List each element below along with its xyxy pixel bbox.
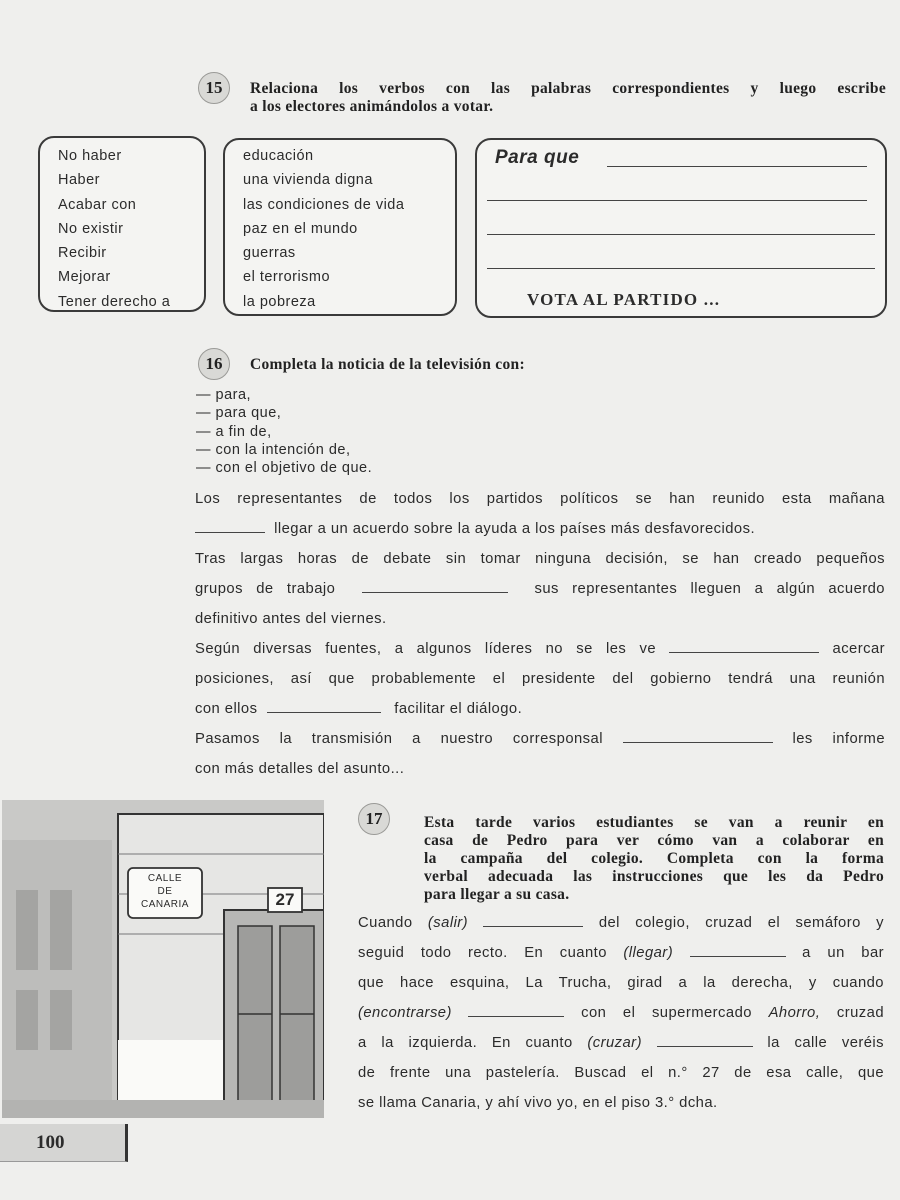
text: cruzad bbox=[836, 1005, 885, 1021]
illustration-drawing bbox=[2, 800, 324, 1118]
option-item: — para, bbox=[196, 387, 252, 403]
street-sign-line: DE bbox=[157, 886, 173, 897]
exercise-17-title-line: casa de Pedro para ver cómo van a colaborar en bbox=[424, 832, 884, 849]
gap-5[interactable] bbox=[623, 728, 773, 743]
verb-item: Acabar con bbox=[58, 196, 137, 213]
exercise-17-title-line: Esta tarde varios estudiantes se van a reunir en bbox=[424, 814, 884, 831]
text: con más detalles del asunto... bbox=[195, 761, 405, 777]
text: la calle veréis bbox=[767, 1035, 885, 1051]
text: Cuando bbox=[358, 915, 413, 931]
text: acercar bbox=[832, 641, 886, 657]
noun-item: una vivienda digna bbox=[243, 172, 373, 189]
option-item: — para que, bbox=[196, 405, 282, 422]
gap-3[interactable] bbox=[669, 638, 819, 653]
exercise-15-title-line1: Relaciona los verbos con las palabras correspondientes y luego escribe bbox=[250, 80, 886, 97]
text: posiciones, así que probablemente el presidente del gobierno tendrá una reunión bbox=[195, 671, 885, 687]
option-item: — a fin de, bbox=[196, 423, 272, 440]
poster-write-line-3[interactable] bbox=[487, 220, 875, 235]
verbs-box bbox=[38, 136, 206, 312]
exercise-15-number: 15 bbox=[198, 72, 230, 104]
gap-2[interactable] bbox=[362, 578, 508, 593]
gap-encontrarse[interactable] bbox=[468, 1002, 564, 1017]
exercise-17-number: 17 bbox=[358, 803, 390, 835]
text: les informe bbox=[792, 731, 885, 747]
exercise-17-title-line: la campaña del colegio. Completa con la forma bbox=[424, 850, 884, 867]
house-number: 27 bbox=[275, 890, 295, 909]
verb-item: No existir bbox=[58, 220, 124, 237]
text: a un bar bbox=[802, 945, 885, 961]
street-sign-line: CANARIA bbox=[141, 899, 189, 910]
text: llegar a un acuerdo sobre la ayuda a los países más desfavorecidos. bbox=[274, 521, 756, 537]
verbs-list bbox=[58, 144, 204, 314]
text: de frente una pastelería. Buscad el n.° 27 de esa calle, que bbox=[358, 1065, 884, 1081]
exercise-17-title-line: para llegar a su casa. bbox=[424, 886, 570, 903]
nouns-box bbox=[223, 138, 457, 316]
campaign-poster bbox=[475, 138, 887, 318]
noun-item: guerras bbox=[243, 245, 296, 262]
gap-1[interactable] bbox=[195, 518, 265, 533]
text: Según diversas fuentes, a algunos líderes no se les ve bbox=[195, 641, 657, 657]
text: grupos de trabajo bbox=[195, 581, 336, 597]
text: facilitar el diálogo. bbox=[394, 701, 523, 717]
option-item: — con la intención de, bbox=[196, 441, 351, 458]
street-illustration bbox=[2, 800, 324, 1118]
text: Tras largas horas de debate sin tomar ninguna decisión, se han creado pequeños bbox=[195, 551, 885, 567]
gap-llegar[interactable] bbox=[690, 942, 786, 957]
exercise-17-title-line: verbal adecuada las instrucciones que les da Pedro bbox=[424, 868, 884, 885]
verb-hint: (cruzar) bbox=[587, 1035, 642, 1051]
text: seguid todo recto. En cuanto bbox=[358, 945, 607, 961]
verb-item: No haber bbox=[58, 148, 122, 164]
connector-options bbox=[196, 386, 372, 477]
exercise-15-title-line2: a los electores animándolos a votar. bbox=[250, 98, 494, 115]
noun-item: las condiciones de vida bbox=[243, 196, 405, 213]
street-sign-text bbox=[128, 872, 202, 911]
poster-footer: VOTA AL PARTIDO ... bbox=[527, 290, 721, 309]
tv-news-text bbox=[195, 484, 885, 784]
noun-item: la pobreza bbox=[243, 293, 316, 310]
noun-item: paz en el mundo bbox=[243, 220, 358, 237]
exercise-16-number: 16 bbox=[198, 348, 230, 380]
verb-item: Recibir bbox=[58, 245, 107, 262]
verb-item: Tener derecho a bbox=[58, 293, 171, 310]
page-number-tab bbox=[0, 1124, 128, 1162]
poster-write-line-4[interactable] bbox=[487, 254, 875, 269]
text: Los representantes de todos los partidos políticos se han reunido esta mañana bbox=[195, 491, 885, 507]
exercise-15-title bbox=[250, 80, 886, 116]
text: con ellos bbox=[195, 701, 258, 717]
directions-text bbox=[358, 908, 884, 1118]
poster-write-line-2[interactable] bbox=[487, 186, 867, 201]
gap-salir[interactable] bbox=[483, 912, 583, 927]
noun-item: el terrorismo bbox=[243, 269, 331, 286]
option-item: — con el objetivo de que. bbox=[196, 460, 373, 477]
shop-name: Ahorro, bbox=[768, 1005, 821, 1021]
text: con el supermercado bbox=[581, 1005, 752, 1021]
exercise-17-title bbox=[424, 814, 884, 904]
street-sign-line: CALLE bbox=[147, 873, 183, 884]
text: Pasamos la transmisión a nuestro corresponsal bbox=[195, 731, 603, 747]
nouns-list bbox=[243, 144, 455, 314]
verb-hint: (llegar) bbox=[623, 945, 674, 961]
text: del colegio, cruzad el semáforo y bbox=[598, 915, 885, 931]
verb-hint: (salir) bbox=[427, 915, 469, 931]
text: a la izquierda. En cuanto bbox=[358, 1035, 573, 1051]
gap-cruzar[interactable] bbox=[657, 1032, 753, 1047]
poster-write-line-1[interactable] bbox=[607, 152, 867, 167]
text: que hace esquina, La Trucha, girad a la derecha, y cuando bbox=[358, 975, 884, 991]
gap-4[interactable] bbox=[267, 698, 381, 713]
noun-item: educación bbox=[243, 148, 314, 164]
text: definitivo antes del viernes. bbox=[195, 611, 387, 627]
poster-heading: Para que bbox=[495, 147, 580, 168]
verb-item: Mejorar bbox=[58, 269, 111, 286]
page-number: 100 bbox=[36, 1132, 65, 1153]
verb-item: Haber bbox=[58, 172, 100, 189]
exercise-16-title: Completa la noticia de la televisión con: bbox=[250, 356, 525, 373]
text: sus representantes lleguen a algún acuerdo bbox=[534, 581, 885, 597]
verb-hint: (encontrarse) bbox=[358, 1005, 452, 1021]
text: se llama Canaria, y ahí vivo yo, en el piso 3.° dcha. bbox=[358, 1095, 718, 1111]
